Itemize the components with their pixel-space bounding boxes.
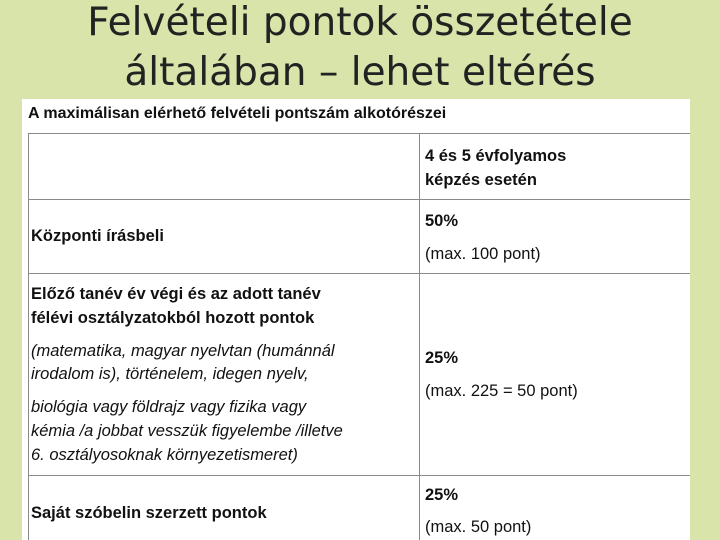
row-label-grades-line-2: félévi osztályzatokból hozott pontok <box>31 309 315 327</box>
row-detail-line: irodalom is), történelem, idegen nyelv, <box>31 365 309 383</box>
row-label-written-exam: Központi írásbeli <box>31 227 164 245</box>
table-divider <box>419 133 420 540</box>
row-percent-oral-exam: 25% <box>425 486 459 504</box>
table-divider <box>28 133 29 540</box>
table-divider <box>28 475 700 476</box>
table-divider <box>28 273 700 274</box>
column-header-line-1: 4 és 5 évfolyamos <box>425 147 567 165</box>
row-detail-line: 6. osztályosoknak környezetismeret) <box>31 446 298 464</box>
points-table <box>22 99 700 540</box>
row-max-oral-exam: (max. 50 pont) <box>425 518 532 536</box>
row-percent-grades: 25% <box>425 349 459 367</box>
column-header-line-2: képzés esetén <box>425 171 537 189</box>
cropped-column-edge <box>690 99 720 540</box>
table-divider <box>28 199 700 200</box>
table-heading: A maximálisan elérhető felvételi pontszám alkotórészei <box>28 105 447 122</box>
row-label-oral-exam: Saját szóbelin szerzett pontok <box>31 504 267 522</box>
row-max-written-exam: (max. 100 pont) <box>425 245 541 263</box>
row-label-grades-line-1: Előző tanév év végi és az adott tanév <box>31 285 321 303</box>
table-divider <box>28 133 700 134</box>
row-detail-line: (matematika, magyar nyelvtan (humánnál <box>31 342 335 360</box>
row-percent-written-exam: 50% <box>425 212 459 230</box>
row-detail-line: biológia vagy földrajz vagy fizika vagy <box>31 398 307 416</box>
slide-title-line-2: általában – lehet eltérés <box>124 50 596 95</box>
row-max-grades: (max. 225 = 50 pont) <box>425 382 578 400</box>
row-detail-line: kémia /a jobbat vesszük figyelembe /illetve <box>31 422 343 440</box>
slide-title-line-1: Felvételi pontok összetétele <box>87 0 633 45</box>
